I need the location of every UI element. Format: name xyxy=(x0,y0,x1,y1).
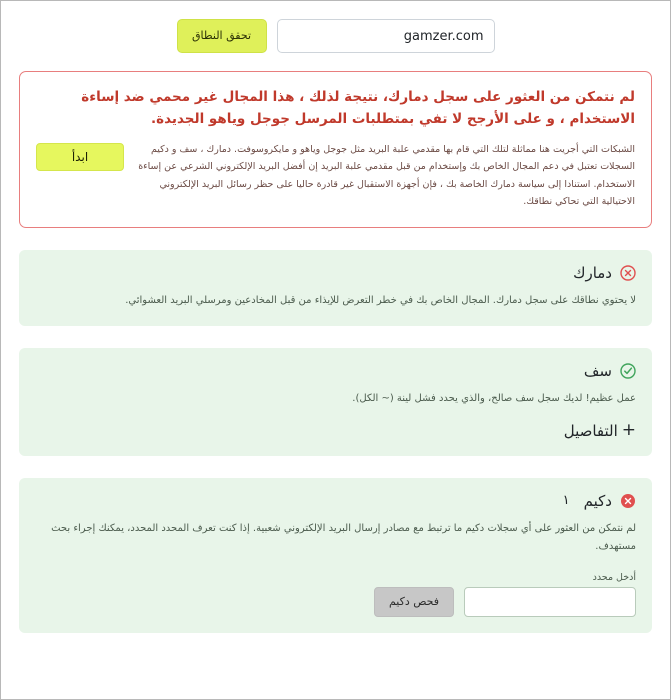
plus-icon: + xyxy=(621,420,636,441)
dkim-selector-input[interactable] xyxy=(464,587,636,617)
card-dkim-title: دكيم xyxy=(583,491,612,510)
verify-domain-button[interactable]: تحقق النطاق xyxy=(177,19,267,53)
card-spf-title: سف xyxy=(583,361,612,380)
card-dmarc xyxy=(19,250,652,326)
page-root xyxy=(1,1,670,633)
success-circle-icon xyxy=(620,363,636,379)
error-circle-icon xyxy=(620,493,636,509)
domain-search-row xyxy=(19,19,652,53)
spf-details-label: التفاصيل xyxy=(563,421,618,440)
spf-details-toggle[interactable] xyxy=(564,422,636,440)
dkim-selector-label: أدخل محدد xyxy=(592,571,636,583)
alert-body-row xyxy=(36,141,635,211)
error-circle-icon xyxy=(620,265,636,281)
check-dkim-button[interactable]: فحص دكيم xyxy=(374,587,454,617)
card-dmarc-header xyxy=(35,264,636,282)
dmarc-alert xyxy=(19,71,652,228)
card-dkim xyxy=(19,478,652,633)
dkim-selector-row xyxy=(35,587,636,617)
card-dkim-count: ١ xyxy=(562,493,570,509)
domain-input[interactable] xyxy=(277,19,495,53)
card-dmarc-title: دمارك xyxy=(573,263,612,282)
start-button[interactable]: ابدأ xyxy=(36,143,124,171)
card-spf xyxy=(19,348,652,456)
card-dkim-header xyxy=(35,492,636,510)
card-spf-description: عمل عظيم! لديك سجل سف صالح، والذي يحدد فشل لينة (~ الكل). xyxy=(352,392,636,404)
alert-title: لم نتمكن من العثور على سجل دمارك، نتيجة لذلك ، هذا المجال غير محمي ضد إساءة الاستخدام ، و على الأرجح لا تفي بمتطلبات المرسل جوجل وياهو الجديدة. xyxy=(81,89,635,128)
card-dmarc-description: لا يحتوي نطاقك على سجل دمارك. المجال الخاص بك في خطر التعرض للإيذاء من قبل المخادعين ومرسلي البريد العشوائي. xyxy=(125,294,636,306)
card-dkim-description: لم نتمكن من العثور على أي سجلات دكيم ما ترتبط مع مصادر إرسال البريد الإلكتروني شعبية. إذا كنت تعرف المحدد المحدد، يمكنك إجراء بحث مستهدف. xyxy=(51,522,636,552)
alert-description: الشبكات التي أجريت هنا مماثلة لتلك التي قام بها مقدمي علبة البريد مثل جوجل وياهو و مايكروسوفت. دمارك ، سف و دكيم السجلات تعتبل في دعم المجال الخاص بك وإستخدام من قبل مقدمي علبة البريد إن أفضل البريد الإلكتروني الشرعي عن إساءة الاستخدام. استنادا إلى سياسة دمارك الخاصة بك ، فإن أجهزة الاستقبال غير قادرة حاليا على حظر رسائل البريد الإلكتروني الاحتيالية التي تحاكي نطاقك. xyxy=(138,143,635,208)
card-spf-header xyxy=(35,362,636,380)
